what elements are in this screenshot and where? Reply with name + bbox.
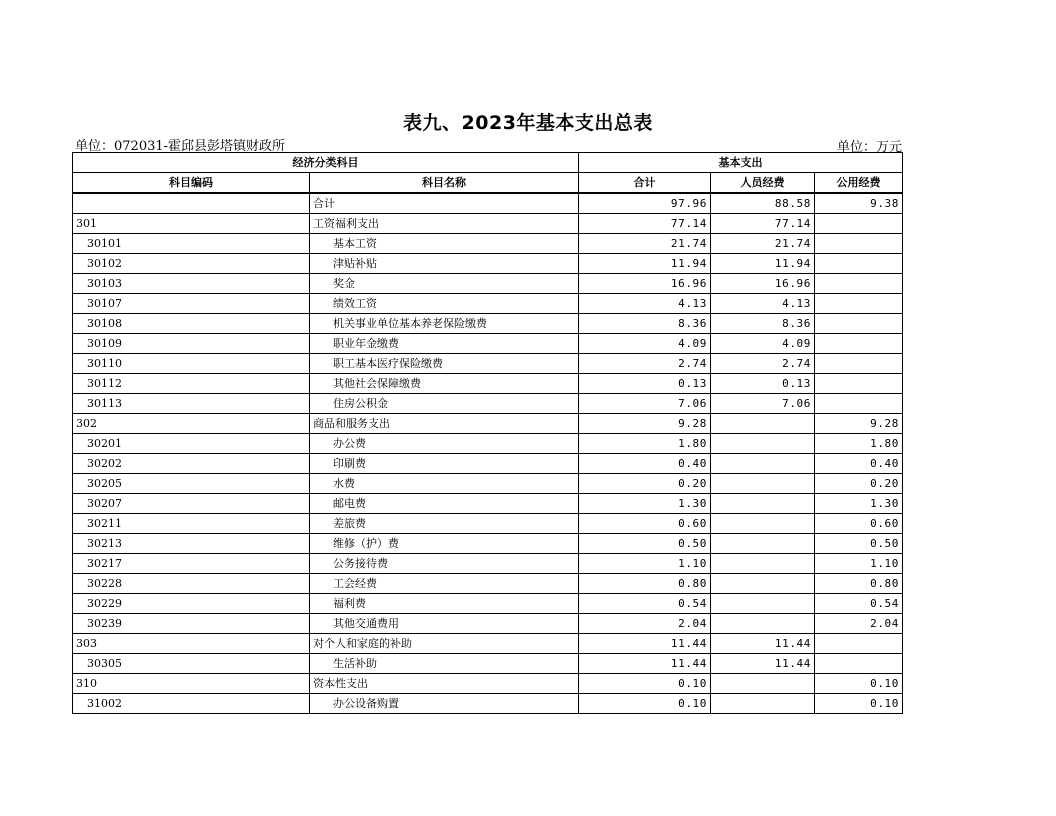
row-code: 30305	[73, 654, 310, 674]
row-total: 1.80	[579, 434, 711, 454]
row-public	[815, 654, 903, 674]
row-name: 合计	[310, 193, 579, 214]
unit-org-label: 单位：072031-霍邱县彭塔镇财政所	[75, 139, 286, 154]
row-public: 1.80	[815, 434, 903, 454]
table-row	[73, 674, 903, 694]
row-name: 职业年金缴费	[310, 334, 579, 354]
row-total: 7.06	[579, 394, 711, 414]
row-personnel	[711, 474, 815, 494]
row-personnel	[711, 514, 815, 534]
row-public	[815, 394, 903, 414]
row-public	[815, 254, 903, 274]
row-name: 绩效工资	[310, 294, 579, 314]
table-row	[73, 534, 903, 554]
row-personnel	[711, 434, 815, 454]
row-personnel: 7.06	[711, 394, 815, 414]
row-personnel	[711, 574, 815, 594]
row-code: 30217	[73, 554, 310, 574]
row-name: 工会经费	[310, 574, 579, 594]
row-personnel: 11.44	[711, 654, 815, 674]
table-body	[73, 193, 903, 714]
row-total: 4.13	[579, 294, 711, 314]
row-code	[73, 193, 310, 214]
row-code: 30107	[73, 294, 310, 314]
row-public	[815, 374, 903, 394]
row-public: 0.60	[815, 514, 903, 534]
row-name: 其他社会保障缴费	[310, 374, 579, 394]
row-personnel: 0.13	[711, 374, 815, 394]
row-code: 30228	[73, 574, 310, 594]
row-total: 0.20	[579, 474, 711, 494]
row-total: 97.96	[579, 193, 711, 214]
table-row	[73, 434, 903, 454]
page-title: 表九、2023年基本支出总表	[403, 112, 653, 134]
row-total: 2.04	[579, 614, 711, 634]
table-row	[73, 334, 903, 354]
row-name: 资本性支出	[310, 674, 579, 694]
row-code: 30110	[73, 354, 310, 374]
table-row	[73, 594, 903, 614]
row-personnel: 8.36	[711, 314, 815, 334]
row-personnel: 11.94	[711, 254, 815, 274]
row-personnel: 16.96	[711, 274, 815, 294]
row-public: 1.10	[815, 554, 903, 574]
row-name: 基本工资	[310, 234, 579, 254]
table-row	[73, 354, 903, 374]
row-code: 30113	[73, 394, 310, 414]
row-public	[815, 354, 903, 374]
header-public: 公用经费	[815, 173, 903, 194]
expenditure-table	[72, 152, 903, 714]
row-personnel: 4.13	[711, 294, 815, 314]
row-personnel	[711, 614, 815, 634]
row-name: 办公费	[310, 434, 579, 454]
table-row	[73, 294, 903, 314]
row-personnel	[711, 494, 815, 514]
row-personnel: 4.09	[711, 334, 815, 354]
row-public: 0.40	[815, 454, 903, 474]
row-public: 2.04	[815, 614, 903, 634]
row-public	[815, 274, 903, 294]
row-name: 水费	[310, 474, 579, 494]
row-total: 1.10	[579, 554, 711, 574]
row-code: 30101	[73, 234, 310, 254]
row-personnel	[711, 534, 815, 554]
table-row	[73, 193, 903, 214]
row-personnel: 88.58	[711, 193, 815, 214]
row-code: 310	[73, 674, 310, 694]
table-row	[73, 494, 903, 514]
row-total: 11.44	[579, 634, 711, 654]
header-name: 科目名称	[310, 173, 579, 194]
row-public	[815, 334, 903, 354]
row-public: 0.20	[815, 474, 903, 494]
row-code: 30102	[73, 254, 310, 274]
row-name: 邮电费	[310, 494, 579, 514]
row-public: 1.30	[815, 494, 903, 514]
row-total: 2.74	[579, 354, 711, 374]
row-code: 30239	[73, 614, 310, 634]
row-code: 30202	[73, 454, 310, 474]
row-total: 0.40	[579, 454, 711, 474]
row-name: 职工基本医疗保险缴费	[310, 354, 579, 374]
table-row	[73, 254, 903, 274]
table-row	[73, 394, 903, 414]
row-name: 公务接待费	[310, 554, 579, 574]
row-personnel	[711, 694, 815, 714]
row-total: 9.28	[579, 414, 711, 434]
header-personnel: 人员经费	[711, 173, 815, 194]
row-total: 0.60	[579, 514, 711, 534]
row-code: 303	[73, 634, 310, 654]
row-public	[815, 294, 903, 314]
row-total: 8.36	[579, 314, 711, 334]
table-row	[73, 474, 903, 494]
row-personnel: 21.74	[711, 234, 815, 254]
row-total: 77.14	[579, 214, 711, 234]
row-total: 11.44	[579, 654, 711, 674]
table-row	[73, 694, 903, 714]
unit-currency-label: 单位：万元	[836, 140, 902, 155]
row-code: 302	[73, 414, 310, 434]
row-name: 住房公积金	[310, 394, 579, 414]
row-name: 差旅费	[310, 514, 579, 534]
row-name: 商品和服务支出	[310, 414, 579, 434]
table-row	[73, 214, 903, 234]
row-total: 0.10	[579, 674, 711, 694]
row-total: 0.50	[579, 534, 711, 554]
row-personnel	[711, 414, 815, 434]
row-public: 0.10	[815, 674, 903, 694]
row-public: 0.50	[815, 534, 903, 554]
row-public: 0.80	[815, 574, 903, 594]
table-row	[73, 634, 903, 654]
row-code: 30229	[73, 594, 310, 614]
row-name: 其他交通费用	[310, 614, 579, 634]
table-row	[73, 614, 903, 634]
table-row	[73, 574, 903, 594]
row-total: 16.96	[579, 274, 711, 294]
row-personnel: 2.74	[711, 354, 815, 374]
row-public: 9.38	[815, 193, 903, 214]
row-public: 9.28	[815, 414, 903, 434]
row-public	[815, 214, 903, 234]
row-code: 30108	[73, 314, 310, 334]
row-total: 11.94	[579, 254, 711, 274]
row-name: 办公设备购置	[310, 694, 579, 714]
table-row	[73, 554, 903, 574]
row-name: 维修（护）费	[310, 534, 579, 554]
header-code: 科目编码	[73, 173, 310, 194]
table-row	[73, 274, 903, 294]
row-public: 0.10	[815, 694, 903, 714]
row-total: 0.54	[579, 594, 711, 614]
row-name: 奖金	[310, 274, 579, 294]
table-row	[73, 654, 903, 674]
header-basic-expenditure: 基本支出	[579, 153, 903, 173]
row-total: 4.09	[579, 334, 711, 354]
table-row	[73, 414, 903, 434]
table-row	[73, 314, 903, 334]
row-code: 30201	[73, 434, 310, 454]
row-code: 30213	[73, 534, 310, 554]
row-name: 福利费	[310, 594, 579, 614]
table-row	[73, 374, 903, 394]
row-code: 301	[73, 214, 310, 234]
row-code: 30207	[73, 494, 310, 514]
row-public	[815, 234, 903, 254]
row-personnel: 11.44	[711, 634, 815, 654]
table-row	[73, 514, 903, 534]
row-public: 0.54	[815, 594, 903, 614]
row-personnel	[711, 454, 815, 474]
row-personnel	[711, 594, 815, 614]
row-code: 30211	[73, 514, 310, 534]
header-total: 合计	[579, 173, 711, 194]
row-name: 机关事业单位基本养老保险缴费	[310, 314, 579, 334]
table-row	[73, 454, 903, 474]
row-code: 30109	[73, 334, 310, 354]
row-total: 0.13	[579, 374, 711, 394]
row-code: 30205	[73, 474, 310, 494]
row-name: 工资福利支出	[310, 214, 579, 234]
row-name: 津贴补贴	[310, 254, 579, 274]
table-row	[73, 234, 903, 254]
row-total: 0.80	[579, 574, 711, 594]
row-total: 0.10	[579, 694, 711, 714]
row-personnel	[711, 554, 815, 574]
row-name: 对个人和家庭的补助	[310, 634, 579, 654]
row-public	[815, 314, 903, 334]
row-code: 30103	[73, 274, 310, 294]
row-code: 31002	[73, 694, 310, 714]
row-name: 印刷费	[310, 454, 579, 474]
row-total: 21.74	[579, 234, 711, 254]
header-economic-category: 经济分类科目	[73, 153, 579, 173]
row-name: 生活补助	[310, 654, 579, 674]
row-personnel: 77.14	[711, 214, 815, 234]
row-public	[815, 634, 903, 654]
row-personnel	[711, 674, 815, 694]
row-code: 30112	[73, 374, 310, 394]
row-total: 1.30	[579, 494, 711, 514]
